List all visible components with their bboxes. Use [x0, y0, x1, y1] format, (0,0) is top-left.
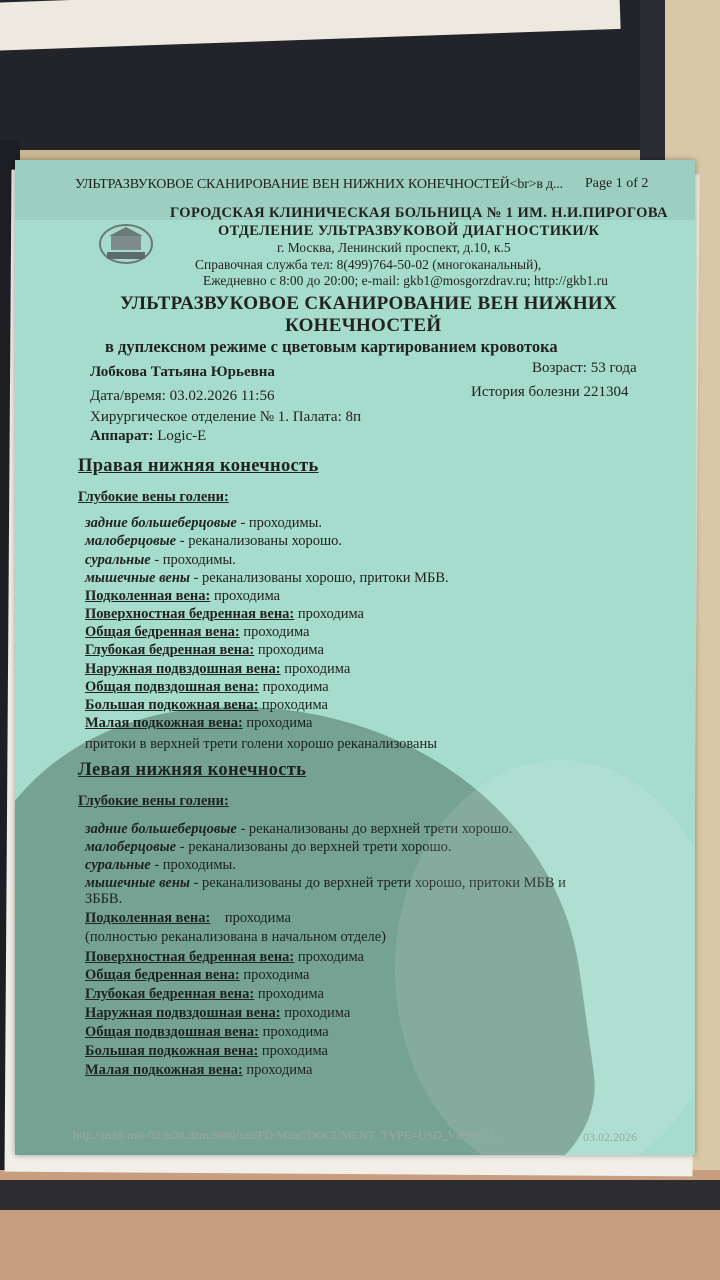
list-item: малоберцовые - реканализованы хорошо.	[85, 533, 343, 549]
hospital-logo-icon	[97, 222, 155, 266]
report-sheet	[15, 160, 695, 1155]
hospital-address: г. Москва, Ленинский проспект, д.10, к.5	[277, 240, 511, 255]
list-item: Наружная подвздошная вена: проходима	[85, 661, 351, 677]
device-info	[90, 428, 206, 445]
list-item: Глубокая бедренная вена: проходима	[85, 986, 324, 1002]
left-deep-veins-heading: Глубокие вены голени:	[78, 793, 229, 809]
exam-datetime: Дата/время: 03.02.2026 11:56	[90, 388, 275, 404]
department-name: ОТДЕЛЕНИЕ УЛЬТРАЗВУКОВОЙ ДИАГНОСТИКИ/К	[218, 223, 600, 239]
report-title-line2: КОНЕЧНОСТЕЙ	[285, 315, 442, 336]
device-label: Аппарат:	[90, 428, 154, 444]
list-item: Общая подвздошная вена: проходима	[85, 1024, 329, 1040]
list-item: задние большеберцовые - проходимы.	[85, 515, 323, 531]
hospital-hours: Ежедневно с 8:00 до 20:00; e-mail: gkb1@mosgorzdrav.ru; http://gkb1.ru	[203, 273, 608, 288]
list-item: Поверхностная бедренная вена: проходима	[85, 949, 364, 965]
list-item: Общая бедренная вена: проходима	[85, 624, 310, 640]
list-item: суральные - проходимы.	[85, 857, 236, 873]
case-history: История болезни 221304	[471, 384, 629, 400]
footer-date: 03.02.2026	[583, 1130, 637, 1144]
patient-name: Лобкова Татьяна Юрьевна	[90, 364, 275, 380]
left-popliteal-note: (полностью реканализована в начальном отделе)	[85, 929, 387, 945]
report-title-line1: УЛЬТРАЗВУКОВОЕ СКАНИРОВАНИЕ ВЕН НИЖНИХ	[120, 293, 618, 314]
report-subtitle: в дуплексном режиме с цветовым картированием кровотока	[105, 337, 558, 356]
list-item: Общая подвздошная вена: проходима	[85, 679, 329, 695]
right-limb-heading: Правая нижняя конечность	[78, 456, 319, 476]
ward-info: Хирургическое отделение № 1. Палата: 8п	[90, 409, 362, 425]
list-item: задние большеберцовые - реканализованы до верхней трети хорошо.	[85, 821, 513, 837]
list-item: Подколенная вена: проходима	[85, 588, 281, 604]
list-item: суральные - проходимы.	[85, 552, 236, 568]
hospital-phone: Справочная служба тел: 8(499)764-50-02 (многоканальный),	[195, 257, 542, 272]
hospital-name: ГОРОДСКАЯ КЛИНИЧЕСКАЯ БОЛЬНИЦА № 1 ИМ. Н.И.ПИРОГОВА	[170, 205, 668, 221]
list-item: Малая подкожная вена: проходима	[85, 1062, 313, 1078]
device-value: Logic-E	[157, 428, 207, 444]
patient-age: Возраст: 53 года	[532, 360, 637, 376]
list-item: Большая подкожная вена: проходима	[85, 1043, 328, 1059]
list-item: Наружная подвздошная вена: проходима	[85, 1005, 351, 1021]
list-item: Общая бедренная вена: проходима	[85, 967, 310, 983]
list-item: Большая подкожная вена: проходима	[85, 697, 328, 713]
list-item: Малая подкожная вена: проходима	[85, 715, 313, 731]
left-limb-heading: Левая нижняя конечность	[78, 760, 307, 780]
list-item: мышечные вены - реканализованы хорошо, притоки МБВ.	[85, 570, 449, 586]
desk-background-bottom-dark	[0, 1180, 720, 1210]
left-popliteal-vein: Подколенная вена: проходима	[85, 910, 291, 926]
footer-url: http://m38-mis-02.m38.dzm:8080/xmlFD/Main?DOCUMENT_TYPE=USD_VEINS_1...	[73, 1128, 505, 1142]
list-item: мышечные вены - реканализованы до верхней трети хорошо, притоки МБВ и	[85, 875, 566, 891]
page-number: Page 1 of 2	[585, 176, 649, 191]
right-note: притоки в верхней трети голени хорошо реканализованы	[85, 736, 437, 752]
right-deep-veins-heading: Глубокие вены голени:	[78, 489, 229, 505]
list-item: Глубокая бедренная вена: проходима	[85, 642, 324, 658]
running-title: УЛЬТРАЗВУКОВОЕ СКАНИРОВАНИЕ ВЕН НИЖНИХ КОНЕЧНОСТЕЙ<br>в д...	[75, 177, 563, 192]
list-item: малоберцовые - реканализованы до верхней трети хорошо.	[85, 839, 452, 855]
list-item: Поверхностная бедренная вена: проходима	[85, 606, 364, 622]
list-item-continuation: ЗББВ.	[85, 891, 123, 907]
